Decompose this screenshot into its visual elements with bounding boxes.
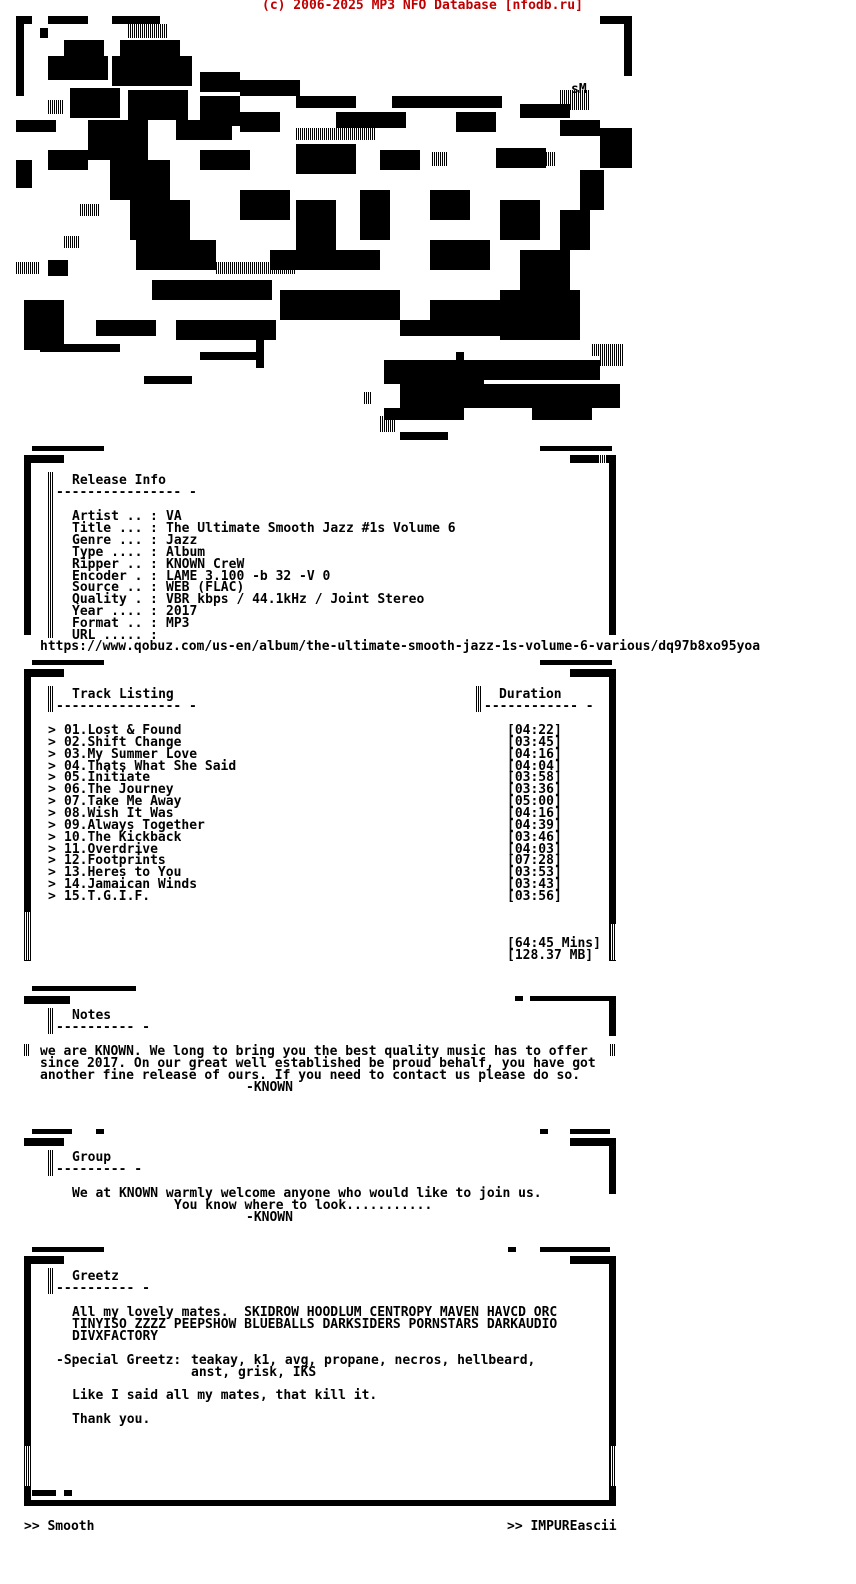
frame-bar [32, 1490, 56, 1496]
shade-bar [48, 1008, 54, 1034]
total-time: [64:45 Mins] [507, 936, 601, 951]
frame-bar [570, 1138, 610, 1146]
ascii-logo [0, 0, 856, 445]
release-info-key: Quality . [72, 592, 143, 608]
duration-title: Duration [499, 687, 562, 702]
greetz-closing: Like I said all my mates, that kill it. [72, 1388, 378, 1403]
chevron-right-icon: > [48, 841, 56, 857]
frame-right [609, 996, 616, 1036]
track-duration: [03:43] [507, 877, 562, 893]
track-duration: [03:56] [507, 888, 562, 904]
track-duration: [03:36] [507, 782, 562, 798]
frame-bar [570, 669, 610, 677]
shade-bar [24, 1044, 30, 1056]
release-info-key: Ripper .. [72, 556, 143, 572]
footer-left: >> Smooth [24, 1519, 95, 1534]
frame-right [609, 1138, 616, 1194]
track-name: 04.Thats What She Said [64, 758, 237, 774]
shade-bar [24, 912, 30, 960]
chevron-right-icon: > [48, 805, 56, 821]
release-info-colon: : [150, 556, 158, 572]
frame-bar [540, 1129, 548, 1134]
frame-bar [515, 996, 523, 1001]
release-info-key: Source .. [72, 580, 143, 596]
frame-bar [64, 1490, 72, 1496]
release-info-value: Jazz [166, 532, 198, 548]
release-info-colon: : [150, 628, 158, 643]
track-name: 01.Lost & Found [64, 723, 182, 738]
title-underline: ------------ - [484, 699, 594, 714]
frame-bar [32, 1247, 104, 1252]
shade-bar [476, 686, 482, 712]
frame-bottom [24, 1500, 616, 1506]
chevron-right-icon: > [48, 723, 56, 738]
chevron-right-icon: > [48, 888, 56, 904]
track-duration: [04:03] [507, 841, 562, 857]
frame-bar [24, 1138, 64, 1146]
track-duration: [04:04] [507, 758, 562, 774]
release-info-key: URL ..... [72, 628, 143, 643]
track-name: 10.The Kickback [64, 829, 182, 845]
shade-bar [610, 1044, 616, 1056]
track-name: 14.Jamaican Winds [64, 877, 198, 893]
frame-bar [540, 660, 612, 665]
title-underline: ---------- - [56, 1020, 150, 1035]
notes-signature: -KNOWN [246, 1080, 293, 1095]
release-info-value: The Ultimate Smooth Jazz #1s Volume 6 [166, 520, 456, 536]
tracks-title: Track Listing [72, 687, 174, 702]
release-info-value: KNOWN CreW [166, 556, 245, 572]
notes-line: another fine release of ours. If you need to contact us please do so. [40, 1068, 581, 1083]
notes-title: Notes [72, 1008, 112, 1023]
track-name: 08.Wish It Was [64, 805, 174, 821]
chevron-right-icon: > [48, 782, 56, 798]
release-info-colon: : [150, 509, 158, 524]
shade-bar [48, 686, 54, 712]
frame-bar [24, 996, 70, 1004]
release-info-colon: : [150, 616, 158, 632]
total-size: [128.37 MB] [507, 948, 594, 963]
track-duration: [03:46] [507, 829, 562, 845]
chevron-right-icon: > [48, 758, 56, 774]
chevron-right-icon: > [48, 734, 56, 750]
chevron-right-icon: > [48, 865, 56, 881]
logo-tag: sM [571, 82, 587, 97]
notes-line: we are KNOWN. We long to bring you the best quality music has to offer [40, 1044, 588, 1059]
special-greetz-line: anst, grisk, IKS [191, 1365, 317, 1380]
release-info-value: LAME 3.100 -b 32 -V 0 [166, 568, 331, 584]
track-duration: [04:22] [507, 723, 562, 738]
group-line: We at KNOWN warmly welcome anyone who would like to join us. [72, 1186, 542, 1201]
group-title: Group [72, 1150, 112, 1165]
frame-bar [32, 446, 104, 451]
frame-right [609, 669, 616, 961]
frame-left [24, 455, 31, 635]
chevron-right-icon: > [48, 877, 56, 893]
track-name: 03.My Summer Love [64, 746, 198, 762]
release-info-key: Type .... [72, 544, 143, 560]
group-signature: -KNOWN [246, 1210, 293, 1225]
frame-bar [32, 1129, 72, 1134]
track-name: 02.Shift Change [64, 734, 182, 750]
frame-bar [570, 1256, 610, 1264]
track-name: 13.Heres to You [64, 865, 182, 881]
notes-line: since 2017. On our great well established be proud behalf, you have got [40, 1056, 596, 1071]
frame-bar [32, 660, 104, 665]
frame-bar [540, 446, 612, 451]
frame-bar [540, 1247, 610, 1252]
chevron-right-icon: > [48, 794, 56, 810]
shade-bar [610, 1446, 616, 1486]
release-info-key: Genre ... [72, 532, 143, 548]
greetz-line: All my lovely mates. SKIDROW HOODLUM CENTROPY MAVEN HAVCD ORC [72, 1305, 558, 1320]
release-info-key: Title ... [72, 520, 143, 536]
shade-bar [24, 1446, 30, 1486]
chevron-right-icon: > [48, 853, 56, 869]
release-info-value: MP3 [166, 616, 190, 632]
track-duration: [03:58] [507, 770, 562, 786]
special-greetz-line: teakay, k1, avg, propane, necros, hellbeard, [191, 1353, 536, 1368]
release-info-colon: : [150, 544, 158, 560]
frame-bar [32, 986, 136, 991]
title-underline: ---------------- - [56, 485, 197, 500]
release-info-colon: : [150, 568, 158, 584]
title-underline: ---------------- - [56, 699, 197, 714]
track-duration: [04:39] [507, 817, 562, 833]
release-info-value: Album [166, 544, 206, 560]
track-name: 09.Always Together [64, 817, 205, 833]
track-name: 05.Initiate [64, 770, 151, 786]
track-duration: [03:53] [507, 865, 562, 881]
release-info-key: Format .. [72, 616, 143, 632]
shade-bar [48, 1268, 54, 1294]
chevron-right-icon: > [48, 746, 56, 762]
chevron-right-icon: > [48, 770, 56, 786]
track-duration: [03:45] [507, 734, 562, 750]
release-info-value: VA [166, 509, 182, 524]
release-info-key: Year .... [72, 604, 143, 620]
group-line: You know where to look........... [174, 1198, 433, 1213]
title-underline: ---------- - [56, 1281, 150, 1296]
shade-bar [598, 455, 606, 463]
frame-bar [96, 1129, 104, 1134]
footer-right: >> IMPUREascii [507, 1519, 617, 1534]
frame-right [609, 455, 616, 635]
release-info-colon: : [150, 604, 158, 620]
greetz-title: Greetz [72, 1269, 119, 1284]
release-info-colon: : [150, 580, 158, 596]
shade-bar [48, 472, 54, 638]
track-name: 12.Footprints [64, 853, 166, 869]
track-duration: [05:00] [507, 794, 562, 810]
release-info-colon: : [150, 520, 158, 536]
release-info-value: VBR kbps / 44.1kHz / Joint Stereo [166, 592, 425, 608]
track-name: 15.T.G.I.F. [64, 888, 151, 904]
release-info-colon: : [150, 532, 158, 548]
track-name: 11.Overdrive [64, 841, 158, 857]
track-name: 07.Take Me Away [64, 794, 182, 810]
greetz-line: DIVXFACTORY [72, 1329, 159, 1344]
track-duration: [04:16] [507, 746, 562, 762]
title-underline: --------- - [56, 1162, 143, 1177]
track-name: 06.The Journey [64, 782, 174, 798]
track-duration: [07:28] [507, 853, 562, 869]
shade-bar [610, 924, 616, 960]
greetz-line: TINYISO ZZZZ PEEPSHOW BLUEBALLS DARKSIDERS PORNSTARS DARKAUDIO [72, 1317, 558, 1332]
chevron-right-icon: > [48, 817, 56, 833]
greetz-thanks: Thank you. [72, 1412, 151, 1427]
release-url[interactable]: https://www.qobuz.com/us-en/album/the-ultimate-smooth-jazz-1s-volume-6-various/dq97b8xo95yoa [40, 639, 761, 654]
frame-bar [508, 1247, 516, 1252]
release-info-title: Release Info [72, 473, 166, 488]
chevron-right-icon: > [48, 829, 56, 845]
release-info-value: WEB (FLAC) [166, 580, 245, 596]
release-info-key: Encoder . [72, 568, 143, 584]
shade-bar [48, 1150, 54, 1176]
site-header: (c) 2006-2025 MP3 NFO Database [nfodb.ru] [262, 0, 583, 13]
release-info-key: Artist .. [72, 509, 143, 524]
release-info-colon: : [150, 592, 158, 608]
special-greetz-label: -Special Greetz: [56, 1353, 182, 1368]
frame-bar [570, 1129, 610, 1134]
release-info-value: 2017 [166, 604, 198, 620]
track-duration: [04:16] [507, 805, 562, 821]
frame-bar [530, 996, 610, 1001]
